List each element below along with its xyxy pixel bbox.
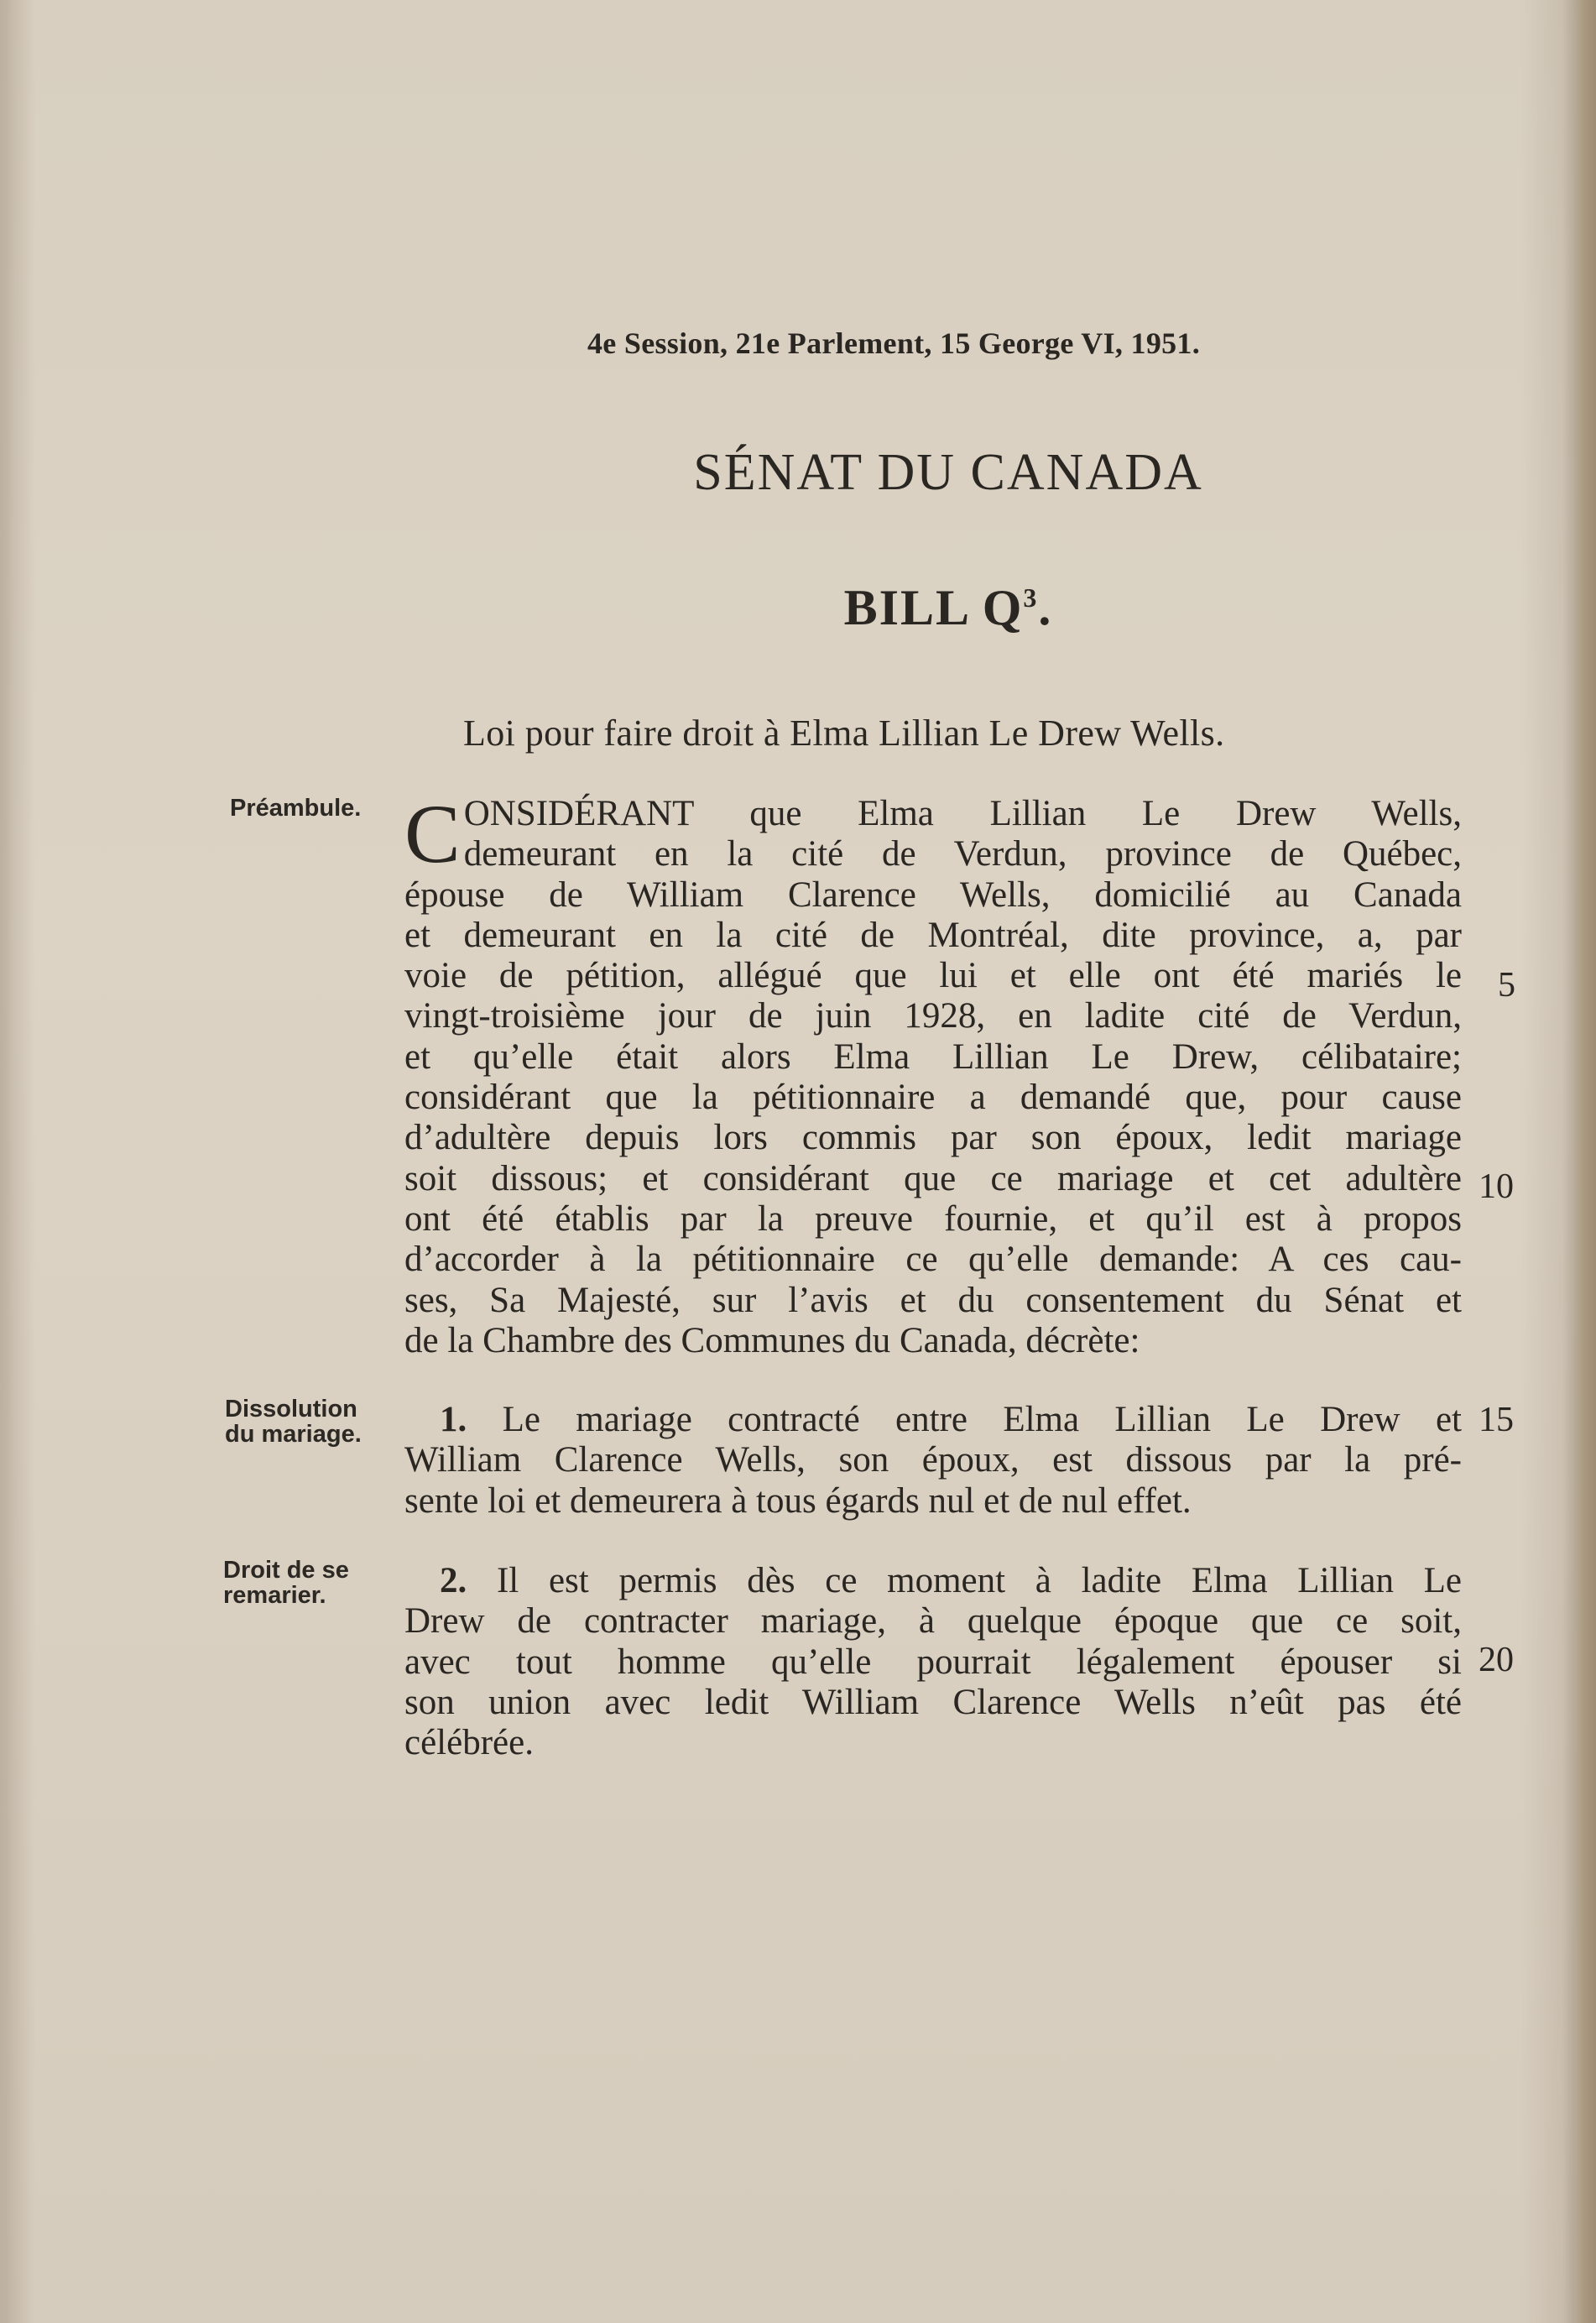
line-number-5: 5 (1498, 966, 1515, 1005)
bill-subtitle: Loi pour faire droit à Elma Lillian Le Drew Wells. (463, 713, 1225, 754)
preamble-line: considérant que la pétitionnaire a demandé que, pour cause (404, 1078, 1462, 1118)
preamble-paragraph (404, 787, 1462, 1361)
preamble-line: de la Chambre des Communes du Canada, décrète: (404, 1320, 1140, 1360)
preamble-line: d’adultère depuis lors commis par son époux, ledit mariage (404, 1118, 1462, 1158)
bill-title-superscript: 3 (1023, 582, 1039, 613)
preamble-line: ont été établis par la preuve fournie, et qu’il est à propos (404, 1198, 1462, 1239)
margin-note-preamble: Préambule. (230, 795, 362, 822)
preamble-line: et demeurant en la cité de Montréal, dite province, a, par (404, 915, 1462, 955)
margin-note-remarry (223, 1558, 349, 1608)
section-1-number: 1. (440, 1400, 467, 1439)
preamble-line: soit dissous; et considérant que ce mariage et cet adultère (404, 1158, 1462, 1198)
section-2 (404, 1561, 1462, 1763)
section-2-first-text: Il est permis dès ce moment à ladite Elma Lillian Le (496, 1561, 1463, 1600)
section-1-first-text: Le mariage contracté entre Elma Lillian Le Drew et (502, 1400, 1463, 1439)
bill-title-prefix: BILL Q (843, 580, 1024, 635)
senate-title: SÉNAT DU CANADA (693, 444, 1203, 501)
section-1 (404, 1400, 1462, 1522)
section-2-line: célébrée. (404, 1723, 534, 1763)
section-2-line: son union avec ledit William Clarence Wells n’eût pas été (404, 1682, 1462, 1722)
bill-title (503, 579, 1393, 637)
page-right-edge (1574, 0, 1596, 2323)
bill-title-suffix: . (1038, 580, 1053, 635)
margin-note-dissolution-line2: du mariage. (225, 1421, 362, 1448)
preamble-line: et qu’elle était alors Elma Lillian Le Drew, célibataire; (404, 1036, 1462, 1077)
margin-note-remarry-line2: remarier. (223, 1582, 326, 1609)
preamble-line: ONSIDÉRANT que Elma Lillian Le Drew Wells, (463, 794, 1462, 833)
margin-note-dissolution-line1: Dissolution (225, 1396, 357, 1423)
preamble-dropcap: C (404, 787, 461, 880)
session-header: 4e Session, 21e Parlement, 15 George VI, 1951. (587, 326, 1201, 360)
page-left-edge (0, 0, 12, 2323)
margin-note-dissolution (225, 1396, 362, 1447)
section-2-line: Drew de contracter mariage, à quelque époque que ce soit, (404, 1601, 1462, 1642)
line-number-20: 20 (1479, 1641, 1514, 1679)
preamble-line: ses, Sa Majesté, sur l’avis et du consentement du Sénat et (404, 1280, 1462, 1320)
preamble-line: demeurant en la cité de Verdun, province de Québec, (463, 834, 1462, 874)
preamble-line: voie de pétition, allégué que lui et elle ont été mariés le (404, 956, 1462, 996)
section-1-line (404, 1400, 1462, 1440)
line-number-15: 15 (1479, 1401, 1514, 1439)
section-2-number: 2. (440, 1561, 467, 1600)
section-2-line (404, 1561, 1462, 1601)
line-number-10: 10 (1479, 1167, 1514, 1206)
margin-note-remarry-line1: Droit de se (223, 1557, 349, 1584)
section-1-line: sente loi et demeurera à tous égards nul et de nul effet. (404, 1480, 1192, 1521)
section-1-line: William Clarence Wells, son époux, est dissous par la pré- (404, 1440, 1462, 1480)
preamble-line: épouse de William Clarence Wells, domicilié au Canada (404, 874, 1462, 915)
preamble-line: vingt-troisième jour de juin 1928, en ladite cité de Verdun, (404, 996, 1462, 1036)
preamble-line: d’accorder à la pétitionnaire ce qu’elle demande: A ces cau- (404, 1240, 1462, 1280)
section-2-line: avec tout homme qu’elle pourrait légalement épouser si (404, 1642, 1462, 1682)
